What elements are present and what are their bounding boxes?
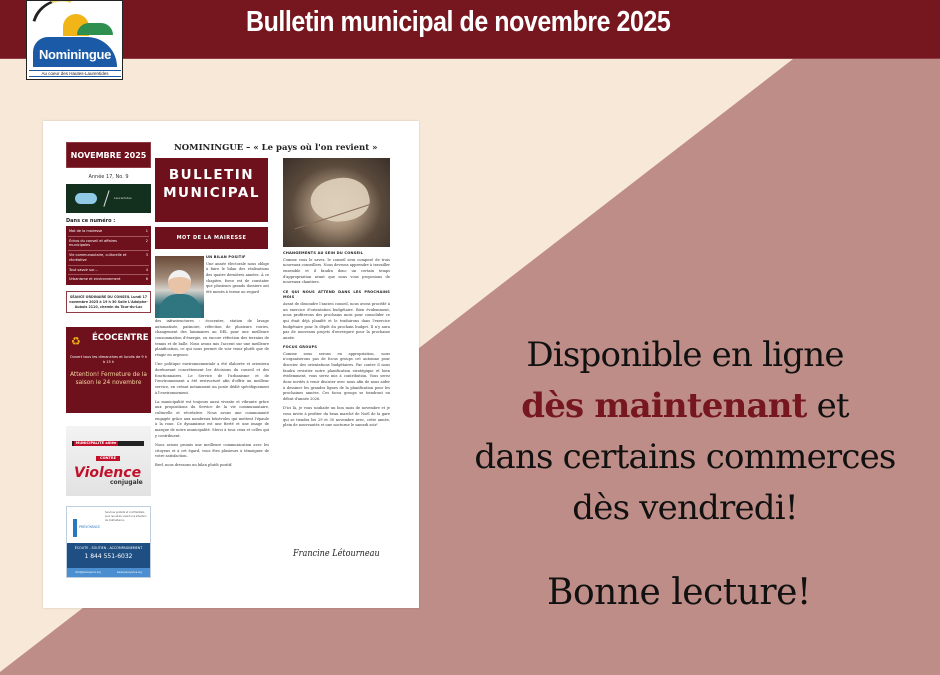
toc-item: Tout savoir sur… 4 [68, 266, 149, 276]
mayor-signature: Francine Létourneau [293, 549, 380, 559]
article-column-2: des infrastructures : écocentre, station de lavage automatisée, patinoire, réfection de plusieurs routes, changement des luminaires au DEL pour une meilleure consommation d'énergie, ou encore réfection des terrains de tennis et de balle. Nous avons mis l'accent sur une meilleure planification, ce qui nous permet de voir venir plutôt que de réagir en urgence. Une politique environnementale a été élaborée et orientera dorénavant concrètement les décisions du conseil et des fonctionnaires. Le Service de l'urbanisme et de l'environnement a été restructuré afin d'offrir un meilleur service, en créant notamment un poste dédié spécifiquement à l'environnement. La municipalité est toujours aussi vivante et vibrante grâce aux propositions du Service de la vie communautaire, culturelle et récréative. Nous avons une communauté engagée grâce aux nombreux bénévoles qui mettent l'épaule à la roue. Ce dynamisme est une fierté et une image de marque de notre municipalité. Merci à tous ceux et celles qui y contribuent. Nous avions promis une meilleure communication avec les citoyens et à cet égard, vous êtes plusieurs à témoigner de votre satisfaction. Bref, nous dressons un bilan plutôt positif. [155, 319, 269, 468]
issue-number: Année 17, No. 9 [88, 174, 129, 180]
section-title: MOT DE LA MAIRESSE [155, 227, 268, 249]
article-intro: UN BILAN POSITIF Une année électorale nous oblige à faire le bilan des réalisations des quatre dernières années. À ce chapitre, force est de constater que plusieurs grands dossiers ont été menés à terme au regard [206, 255, 269, 295]
ad-link-email: info@prevoyance.org [75, 571, 101, 575]
divider [103, 190, 109, 206]
article-column-3: CHANGEMENTS AU SEIN DU CONSEIL Comme vous le savez, le conseil sera composé de trois nouveaux conseillers. Nous devrons apprendre à travailler ensemble et il faudra donc un certain temps d'appropriation avant que nous vous proposions de nouveaux chantiers. CE QUI NOUS ATTEND DANS LES PROCHAINS MOIS Avant de dissoudre l'ancien conseil, nous avons procédé à un exercice d'orientation budgétaire. Bien évidemment, nous profiterons des prochains mois pour consolider ce qui était déjà planifié et le traduirons dans l'exercice budgétaire pour le dépôt du prochain budget. Il n'y aura pas de nouveaux projets d'envergure pour la prochaine année. FOCUS GROUPS Comme nous serons en appropriation, nous n'organiserons pas de focus groups cet automne pour discuter des orientations budgétaires. Par contre il nous faudra revisiter notre planification stratégique et bien évidemment, vous serez mis à contribution. Vous serez donc invités à venir discuter avec nous afin de nous aider à dessiner les grandes lignes de la planification pour les prochaines années. Ces focus groups se tiendront en début d'année 2026. D'ici là, je vous souhaite un bon mois de novembre et je vous invite à profiter du beau marché de Noël de la gare qui se tiendra les 29 et 30 novembre avec, cette année, plein de nouveautés et une nocturne le samedi soir! [283, 251, 390, 428]
toc-title: Dans ce numéro : [66, 218, 116, 224]
ad-phone: 1 844 551-6032 [84, 553, 133, 561]
logo-tagline: Au coeur des Hautes-Laurentides [29, 70, 121, 77]
person-icon [73, 519, 77, 537]
ad-contre: CONTRE [96, 456, 120, 461]
ad-word: Violence [74, 465, 142, 482]
ad-links [67, 568, 150, 577]
autumn-leaf-photo [283, 158, 390, 247]
ad-sub: conjugale [110, 479, 143, 487]
page-title: Bulletin municipal de novembre 2025 [246, 6, 671, 38]
hill-icon [77, 23, 113, 35]
toc-item: Mot de la mairesse 1 [68, 227, 149, 237]
ecocentre-title: ÉCOCENTRE [92, 333, 149, 344]
lake-icon [75, 193, 97, 204]
nominingue-logo[interactable] [26, 0, 123, 80]
partner-logo [66, 184, 151, 213]
highlight-text: dès maintenant [521, 386, 807, 426]
ecocentre-attention: Attention! Fermeture de la saison le 24 novembre [70, 372, 147, 387]
document-header: NOMININGUE – « Le pays où l'on revient » [174, 143, 378, 153]
toc-item: Vie communautaire, culturelle et récréative 3 [68, 251, 149, 265]
ecocentre-box [66, 327, 151, 413]
council-meeting-notice: SÉANCE ORDINAIRE DU CONSEIL Lundi 17 novembre 2025 à 19 h 30 Salle L'Adolphe-Aubois 2110, chemin du Tour-du-Lac [66, 291, 151, 313]
closing-message: Bonne lecture! [547, 572, 811, 613]
ad-band-label: MUNICIPALITÉ alliée [75, 441, 117, 446]
recycle-icon: ♻ [71, 335, 81, 349]
ad-description: Services gratuits et confidentiels pour les aînés vivant une situation de maltraitance. [105, 511, 147, 522]
ad-band: ÉCOUTE - SOUTIEN - ACCOMPAGNEMENT 1 844 551-6032 [67, 543, 150, 568]
table-of-contents [66, 226, 151, 285]
bulletin-title: BULLETIN MUNICIPAL [155, 158, 268, 222]
mayor-portrait [155, 256, 204, 318]
partner-text: Laurentides [114, 196, 132, 200]
toc-item: Urbanisme et environnement 6 [69, 277, 148, 282]
violence-conjugale-ad [66, 426, 151, 496]
bulletin-cover-preview[interactable] [43, 121, 419, 608]
header-banner [0, 0, 940, 59]
prevoyance-ad [66, 506, 151, 578]
toc-item: Échos du conseil et affaires municipales 2 [68, 237, 149, 251]
ad-link-web: www.prevoyance.org [116, 571, 142, 575]
month-badge: NOVEMBRE 2025 [66, 142, 151, 168]
left-column [66, 142, 151, 578]
ecocentre-hours: Ouvert tous les dimanches et lundis de 9 h à 15 h [69, 355, 148, 365]
availability-message: Disponible en ligne dès maintenant et dans certains commerces dès vendredi! [474, 335, 896, 528]
logo-name: Nominingue [38, 47, 112, 62]
ad-org: PRÉVOYANCE [79, 525, 101, 530]
